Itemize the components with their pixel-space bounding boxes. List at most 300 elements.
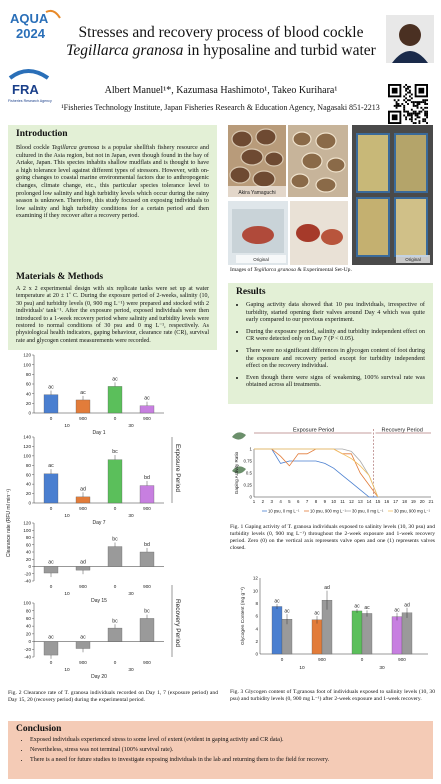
results-item: • There were no significant differences in glycogen content of foot during the exposure and recovery period except for turbidity independent effect on the recovery individual. (246, 347, 425, 370)
qr-finder (418, 88, 424, 94)
qr-module (418, 111, 420, 113)
x-tick-label: 900 (143, 660, 151, 665)
significance-letter: ac (394, 607, 400, 614)
significance-letter: ad (324, 585, 330, 592)
significance-letter: ac (144, 395, 150, 402)
conclusion-item: • Nevertheless, stress was not terminal (100% survival rate). (30, 747, 433, 754)
y-tick-label: 12 (252, 575, 258, 581)
qr-finder (392, 88, 398, 94)
qr-module (417, 113, 419, 115)
qr-module (409, 95, 411, 97)
day-label: Day 7 (92, 520, 106, 526)
x-tick-label: 0 (113, 584, 117, 589)
original-label-2: Original (405, 257, 421, 262)
recovery-label: Recovery Period (381, 427, 423, 434)
x-tick-label: 0 (113, 506, 117, 511)
fig2-caption: Fig. 2 Clearance rate of T. granosa individuals recorded on Day 1, 7 (exposure period) and Day 15, 20 (recovery period) during the experimental period. (8, 690, 218, 703)
y-tick-label: 0 (255, 651, 258, 657)
qr-module (413, 103, 415, 105)
qr-module (424, 111, 426, 113)
cockle-icon (232, 432, 246, 439)
qr-module (426, 122, 428, 124)
x-tick-label: 0 (49, 584, 53, 589)
day-label: Day 1 (92, 430, 106, 436)
poster-title-line1: Stresses and recovery process of blood cockle (78, 24, 364, 41)
significance-letter: ac (48, 634, 54, 641)
qr-module (417, 105, 419, 107)
exposure-period-label: Exposure Period (174, 443, 181, 493)
qr-module (422, 99, 424, 101)
bar (76, 497, 90, 503)
qr-module (396, 103, 398, 105)
significance-letter: bc (144, 608, 150, 615)
qr-module (409, 118, 411, 120)
qr-module (417, 103, 419, 105)
qr-module (407, 86, 409, 88)
x-tick-label: 13 (357, 499, 363, 504)
introduction-heading: Introduction (16, 129, 68, 139)
y-tick-label: 100 (23, 453, 31, 459)
group-label: 10 (299, 666, 305, 671)
y-tick-label: 0 (28, 564, 31, 570)
y-tick-label: 60 (25, 472, 31, 478)
y-tick-label: 0.75 (243, 458, 252, 464)
qr-module (413, 105, 415, 107)
y-tick-label: 20 (25, 556, 31, 562)
qr-module (411, 120, 413, 122)
qr-module (420, 101, 422, 103)
y-tick-label: 40 (25, 391, 31, 397)
fig1-caption: Fig. 1 Gaping activity of T. granosa individuals exposed to salinity levels (10, 30 psu) and turbidity levels (0, 900 mg L⁻¹) throughout the 2-week exposure and 1-week recovery period. Zero (0) on the vertical axis represents valve open and one (1) represents valves closed. (230, 524, 435, 551)
qr-module (405, 94, 407, 96)
qr-module (426, 111, 428, 113)
y-tick-label: 120 (23, 520, 31, 526)
authors: Albert Manuel¹*, Kazumasa Hashimoto¹, Takeo Kurihara¹ (104, 85, 338, 96)
significance-letter: ac (274, 598, 280, 605)
x-tick-label: 2 (261, 499, 265, 504)
group-label: 30 (128, 592, 134, 597)
significance-letter: bd (144, 474, 150, 481)
qr-module (418, 101, 420, 103)
qr-module (411, 114, 413, 116)
qr-module (424, 99, 426, 101)
bar (312, 620, 322, 654)
qr-module (413, 101, 415, 103)
bar (362, 613, 372, 654)
qr-module (424, 120, 426, 122)
y-tick-label: 100 (23, 527, 31, 533)
y-tick-label: 0 (28, 500, 31, 506)
qr-module (403, 99, 405, 101)
y-tick-label: 6 (255, 613, 258, 619)
x-tick-label: 900 (143, 416, 151, 421)
x-tick-label: 5 (288, 499, 291, 504)
qr-module (426, 113, 428, 115)
qr-module (407, 88, 409, 90)
y-tick-label: 60 (25, 616, 31, 622)
x-tick-label: 0 (49, 506, 53, 511)
qr-module (415, 118, 417, 120)
qr-module (409, 99, 411, 101)
conclusion-heading: Conclusion (16, 724, 62, 734)
group-label: 30 (128, 424, 134, 429)
y-tick-label: 0.5 (245, 470, 252, 476)
qr-module (411, 97, 413, 99)
qr-module (405, 90, 407, 92)
y-tick-label: 100 (23, 362, 31, 368)
qr-module (422, 101, 424, 103)
y-axis-label: Glycogen Content (mg g⁻¹) (241, 587, 246, 645)
y-tick-label: 0 (28, 410, 31, 416)
series-line (254, 449, 378, 497)
y-tick-label: 2 (255, 638, 258, 644)
group-label: 10 (64, 592, 70, 597)
qr-module (426, 99, 428, 101)
x-tick-label: 19 (410, 499, 416, 504)
y-tick-label: 140 (23, 434, 31, 440)
y-tick-label: 60 (25, 542, 31, 548)
qr-module (426, 114, 428, 116)
results-item: • Even though there were signs of weakening, 100% survival rate was obtained across all treatments. (246, 374, 425, 389)
qr-module (418, 122, 420, 124)
qr-module (415, 105, 417, 107)
series-line (254, 449, 378, 497)
bar (140, 618, 154, 641)
x-tick-label: 4 (279, 499, 282, 504)
qr-module (403, 86, 405, 88)
qr-module (424, 113, 426, 115)
y-axis-label: Clearance rate (RFU ml min⁻¹) (6, 488, 12, 558)
group-label: 10 (64, 668, 70, 673)
qr-module (409, 86, 411, 88)
bar (44, 642, 58, 656)
qr-module (418, 116, 420, 118)
qr-module (417, 101, 419, 103)
significance-letter: ac (48, 559, 54, 566)
qr-module (413, 113, 415, 115)
x-tick-label: 0 (49, 416, 53, 421)
y-tick-label: 8 (255, 600, 258, 606)
qr-module (411, 101, 413, 103)
x-tick-label: 3 (270, 499, 273, 504)
results-list (236, 301, 425, 389)
y-tick-label: 1 (249, 446, 252, 452)
legend-label: 10 psu, 0 mg L⁻¹ (268, 508, 300, 514)
x-tick-label: 7 (305, 499, 309, 504)
qr-module (422, 118, 424, 120)
bar (140, 406, 154, 413)
qr-module (415, 101, 417, 103)
qr-module (413, 122, 415, 124)
qr-code[interactable] (388, 84, 428, 124)
qr-module (403, 105, 405, 107)
y-tick-label: 0 (249, 494, 252, 500)
group-label: 30 (128, 668, 134, 673)
qr-module (415, 113, 417, 115)
qr-module (405, 116, 407, 118)
qr-module (424, 103, 426, 105)
qr-module (398, 99, 400, 101)
introduction-text: Blood cockle Tegillarca granosa is a popular shellfish fishery resource and cultured in the Asia region, but not in Japan, even though found in the bay of Ariake, Japan. This species inhabits shallow mudflats and is thought to have a high tolerance level against different types of stressors. However, with on-going changes to coastal marine environmental factors due to anthropogenic changes, climate change, etc., this particular species tolerance level to prolonged low salinity and high turbidity levels which occur during the rainy season is unknown. Therefore, this study focused on exposing individuals to low salinity and high turbidity conditions for a certain period and then examining if they recover after a recovery period. (16, 144, 209, 220)
fra-logo (6, 66, 52, 104)
series-line (254, 449, 378, 497)
results-item: • During the exposure period, salinity and turbidity independent effect on CR were detected only on Day 7 (P < 0.05). (246, 328, 425, 343)
qr-module (407, 103, 409, 105)
qr-module (424, 107, 426, 109)
qr-module (399, 105, 401, 107)
photo-credit: Akira Yamaguchi (238, 190, 276, 196)
fig3-caption: Fig. 3 Glycogen content of T.granosa foot of individuals exposed to salinity levels (10, 30 psu) and turbidity levels (0, 900 mg L⁻¹) after 2-week exposure and 1-week recovery. (230, 689, 435, 702)
original-label-1: Original (253, 257, 269, 262)
qr-module (409, 90, 411, 92)
qr-module (426, 103, 428, 105)
y-tick-label: 100 (23, 600, 31, 606)
y-tick-label: -40 (24, 578, 31, 584)
qr-module (415, 114, 417, 116)
x-tick-label: 16 (384, 499, 390, 504)
fig1-gaping-activity (228, 427, 435, 523)
qr-module (424, 114, 426, 116)
qr-module (394, 99, 396, 101)
x-tick-label: 12 (348, 499, 354, 504)
bar (272, 607, 282, 655)
qr-module (415, 111, 417, 113)
significance-letter: ac (48, 384, 54, 391)
bar (44, 474, 58, 503)
methods-text: A 2 x 2 experimental design with six replicate tanks were set up at water temperature at 20 ± 1˚ C. During the exposure period of 2-weeks, salinity (10, 30 psu) and turbidity levels (0, 900 mg L⁻¹) were prepared and stocked with 2 individuals' tank⁻¹. After the exposure period, exposed individuals were then introduced to a 1-week recovery period where salinity and turbidity levels were restored to normal conditions of 30 psu and 0 mg L⁻¹, respectively. As physiological health indicators, gaping behaviour, clearance rate (CR), survival rate and glycogen content measurements were recorded. (16, 286, 209, 344)
significance-letter: bc (112, 618, 118, 625)
qr-module (403, 95, 405, 97)
fig3-glycogen (228, 574, 435, 686)
legend-label: 30 psu, 900 mg L⁻¹ (394, 508, 430, 514)
qr-module (407, 114, 409, 116)
qr-module (407, 113, 409, 115)
y-tick-label: -20 (24, 646, 31, 652)
y-tick-label: 0 (28, 639, 31, 645)
qr-module (417, 114, 419, 116)
qr-module (415, 122, 417, 124)
affiliation: ¹Fisheries Technology Institute, Japan Fisheries Research & Education Agency, Nagasaki 851-2213 (61, 103, 380, 112)
bar (108, 460, 122, 503)
y-tick-label: 0.25 (243, 482, 252, 488)
conclusion-panel (8, 721, 433, 779)
methods-panel (8, 268, 217, 350)
bar (76, 642, 90, 649)
y-tick-label: 20 (25, 400, 31, 406)
significance-letter: bd (144, 541, 150, 548)
qr-module (418, 120, 420, 122)
svg-text:FRA: FRA (12, 82, 39, 97)
x-tick-label: 900 (79, 416, 87, 421)
qr-module (411, 113, 413, 115)
qr-finder (392, 114, 398, 120)
results-item: • Gaping activity data showed that 10 psu individuals, irrespective of turbidity, started opening their valves around Day 4 which was quite early compared to our previous experiment. (246, 301, 425, 324)
x-tick-label: 0 (280, 657, 284, 662)
day-label: Day 20 (91, 674, 107, 680)
y-tick-label: 20 (25, 491, 31, 497)
x-tick-label: 6 (297, 499, 300, 504)
conclusion-item: • Exposed individuals experienced stress to some level of extent (evident in gaping activity and CR data). (30, 737, 433, 744)
x-tick-label: 1 (252, 499, 256, 504)
poster-title-line2: Tegillarca granosa in hyposaline and turbid water (66, 42, 376, 59)
y-tick-label: 80 (25, 462, 31, 468)
aqua-logo (6, 6, 66, 44)
y-tick-label: 80 (25, 608, 31, 614)
qr-module (413, 111, 415, 113)
conclusion-list (8, 737, 433, 764)
y-tick-label: 40 (25, 623, 31, 629)
qr-module (403, 109, 405, 111)
significance-letter: ac (354, 603, 360, 610)
exposure-label: Exposure Period (293, 427, 335, 434)
qr-module (411, 116, 413, 118)
y-tick-label: 4 (255, 626, 258, 632)
y-tick-label: 40 (25, 481, 31, 487)
x-tick-label: 20 (419, 499, 425, 504)
x-tick-label: 0 (49, 660, 53, 665)
qr-module (424, 101, 426, 103)
methods-heading: Materials & Methods (16, 272, 104, 282)
significance-letter: ad (80, 486, 86, 493)
bar (44, 567, 58, 574)
x-tick-label: 14 (366, 499, 372, 504)
qr-module (409, 114, 411, 116)
author-photo (386, 15, 434, 63)
qr-module (405, 84, 407, 86)
results-panel (228, 283, 433, 404)
x-tick-label: 0 (360, 657, 364, 662)
x-tick-label: 900 (143, 506, 151, 511)
fig2-clearance-rate (4, 352, 214, 680)
qr-module (398, 105, 400, 107)
legend-label: 10 psu, 900 mg L⁻¹ (310, 508, 346, 514)
x-tick-label: 17 (393, 499, 399, 504)
x-tick-label: 900 (398, 657, 406, 662)
x-tick-label: 8 (314, 499, 318, 504)
x-tick-label: 900 (143, 584, 151, 589)
y-tick-label: 120 (23, 444, 31, 450)
qr-module (405, 97, 407, 99)
legend-label: 30 psu, 0 mg L⁻¹ (352, 508, 384, 514)
recovery-period-label: Recovery Period (174, 598, 181, 648)
results-heading: Results (236, 287, 266, 297)
bar (140, 486, 154, 503)
significance-letter: bc (112, 449, 118, 456)
qr-module (420, 111, 422, 113)
qr-module (420, 107, 422, 109)
x-tick-label: 9 (323, 499, 327, 504)
qr-module (396, 107, 398, 109)
qr-module (405, 101, 407, 103)
qr-module (411, 94, 413, 96)
group-label: 30 (379, 666, 385, 671)
y-tick-label: 40 (25, 549, 31, 555)
qr-module (422, 120, 424, 122)
group-label: 10 (64, 514, 70, 519)
x-tick-label: 0 (113, 660, 117, 665)
significance-letter: bc (112, 536, 118, 543)
qr-module (407, 99, 409, 101)
qr-module (424, 118, 426, 120)
qr-module (418, 103, 420, 105)
qr-module (418, 113, 420, 115)
y-tick-label: 60 (25, 381, 31, 387)
qr-module (401, 103, 403, 105)
x-tick-label: 900 (79, 584, 87, 589)
bar (402, 613, 412, 654)
qr-module (426, 107, 428, 109)
bar (76, 567, 90, 571)
experimental-images (228, 125, 433, 265)
y-tick-label: 10 (252, 588, 258, 594)
significance-letter: ac (80, 389, 86, 396)
qr-module (407, 111, 409, 113)
y-tick-label: 20 (25, 631, 31, 637)
images-caption: Images of Tegillarca granosa & Experimental Set-Up. (230, 267, 352, 273)
x-tick-label: 900 (79, 660, 87, 665)
aqua-year-text: 2024 (16, 26, 45, 41)
y-tick-label: 80 (25, 535, 31, 541)
qr-module (405, 111, 407, 113)
x-tick-label: 11 (340, 499, 345, 504)
significance-letter: ad (80, 559, 86, 566)
x-tick-label: 15 (375, 499, 381, 504)
significance-letter: ac (112, 376, 118, 383)
significance-letter: ac (284, 608, 290, 615)
qr-module (409, 113, 411, 115)
qr-module (407, 92, 409, 94)
x-tick-label: 900 (318, 657, 326, 662)
qr-module (409, 92, 411, 94)
x-tick-label: 0 (113, 416, 117, 421)
x-tick-label: 18 (402, 499, 407, 504)
qr-module (405, 88, 407, 90)
significance-letter: ac (48, 463, 54, 470)
aqua-logo-text: AQUA (10, 11, 49, 26)
qr-module (417, 107, 419, 109)
bar (108, 547, 122, 567)
series-line (254, 449, 378, 497)
group-label: 10 (64, 424, 70, 429)
x-tick-label: 21 (428, 499, 434, 504)
introduction-panel (8, 125, 217, 271)
qr-module (398, 103, 400, 105)
bar (282, 619, 292, 654)
qr-module (426, 116, 428, 118)
bar (352, 611, 362, 654)
bar (44, 395, 58, 413)
x-tick-label: 10 (331, 499, 337, 504)
qr-module (403, 114, 405, 116)
bar (392, 617, 402, 654)
qr-module (396, 105, 398, 107)
y-tick-label: 80 (25, 371, 31, 377)
qr-module (411, 109, 413, 111)
y-tick-label: -40 (24, 654, 31, 660)
group-label: 30 (128, 514, 134, 519)
day-label: Day 15 (91, 598, 107, 604)
significance-letter: ac (364, 604, 370, 611)
significance-letter: ac (80, 634, 86, 641)
y-tick-label: -20 (24, 571, 31, 577)
bar (140, 552, 154, 567)
bar (76, 400, 90, 413)
svg-text:Fisheries Research Agency: Fisheries Research Agency (8, 99, 52, 103)
y-tick-label: 120 (23, 352, 31, 358)
qr-module (394, 105, 396, 107)
qr-module (403, 107, 405, 109)
bar (108, 386, 122, 413)
